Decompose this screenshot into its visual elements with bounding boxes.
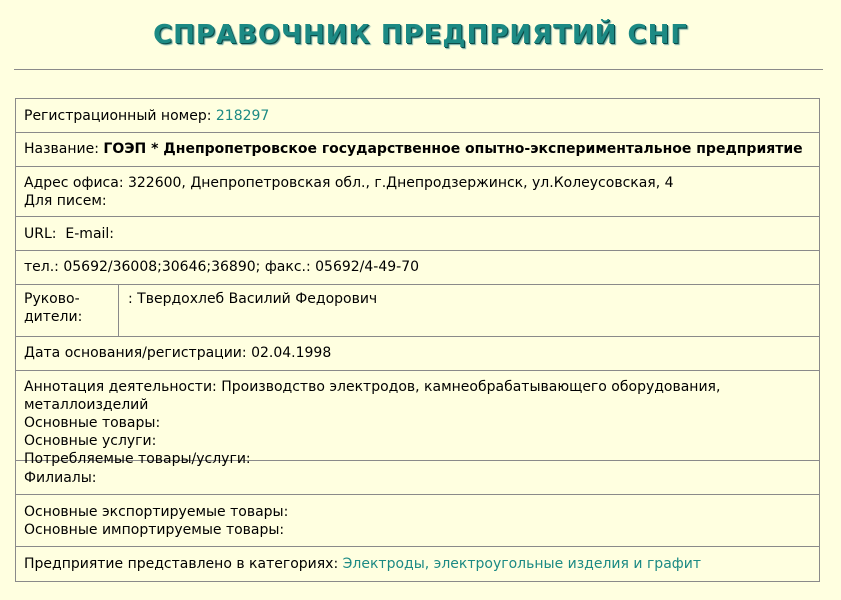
export-label: Основные экспортируемые товары:	[24, 504, 289, 520]
fax-value: 05692/4-49-70	[315, 259, 420, 275]
category-label: Предприятие представлено в категориях:	[24, 556, 339, 572]
founded-row	[16, 337, 819, 371]
founded-label: Дата основания/регистрации:	[24, 345, 247, 361]
leaders-label	[16, 285, 119, 336]
site-title: СПРАВОЧНИК ПРЕДПРИЯТИЙ СНГ	[153, 20, 688, 50]
founded-value: 02.04.1998	[251, 345, 332, 361]
annotation-value: Производство электродов, камнеобрабатывающего оборудования, металлоизделий	[24, 379, 721, 413]
registration-label: Регистрационный номер:	[24, 108, 212, 124]
consumed-label: Потребляемые товары/услуги:	[24, 451, 251, 467]
address-row	[16, 167, 819, 217]
company-card	[15, 98, 820, 582]
trade-row	[16, 495, 819, 547]
fax-label: факс.:	[264, 259, 311, 275]
annotation-label: Аннотация деятельности:	[24, 379, 217, 395]
leaders-row	[16, 285, 819, 337]
phone-label: тел.:	[24, 259, 59, 275]
category-link[interactable]: Электроды, электроугольные изделия и графит	[342, 556, 701, 572]
contacts-row	[16, 217, 819, 251]
mail-address-label: Для писем:	[24, 193, 107, 209]
category-row	[16, 547, 819, 581]
activity-row	[16, 371, 819, 467]
registration-number-link[interactable]: 218297	[215, 108, 270, 124]
phone-row	[16, 251, 819, 285]
import-label: Основные импортируемые товары:	[24, 522, 285, 538]
company-name: ГОЭП * Днепропетровское государственное опытно-экспериментальное предприятие	[103, 141, 803, 157]
branches-label: Филиалы:	[24, 470, 97, 486]
goods-label: Основные товары:	[24, 415, 161, 431]
leaders-label-line-1: Руково-	[24, 291, 80, 307]
address-label: Адрес офиса:	[24, 175, 124, 191]
page-header	[0, 0, 841, 70]
registration-row	[16, 99, 819, 133]
leaders-label-line-2: дители:	[24, 309, 83, 325]
url-label: URL:	[24, 226, 57, 242]
email-label: E-mail:	[65, 226, 115, 242]
address-value: 322600, Днепропетровская обл., г.Днепродзержинск, ул.Колеусовская, 4	[127, 175, 674, 191]
name-row	[16, 133, 819, 167]
name-label: Название:	[24, 141, 99, 157]
title-divider	[14, 69, 823, 70]
leaders-value: : Твердохлеб Василий Федорович	[128, 291, 378, 307]
services-label: Основные услуги:	[24, 433, 157, 449]
phone-value: 05692/36008;30646;36890;	[63, 259, 261, 275]
